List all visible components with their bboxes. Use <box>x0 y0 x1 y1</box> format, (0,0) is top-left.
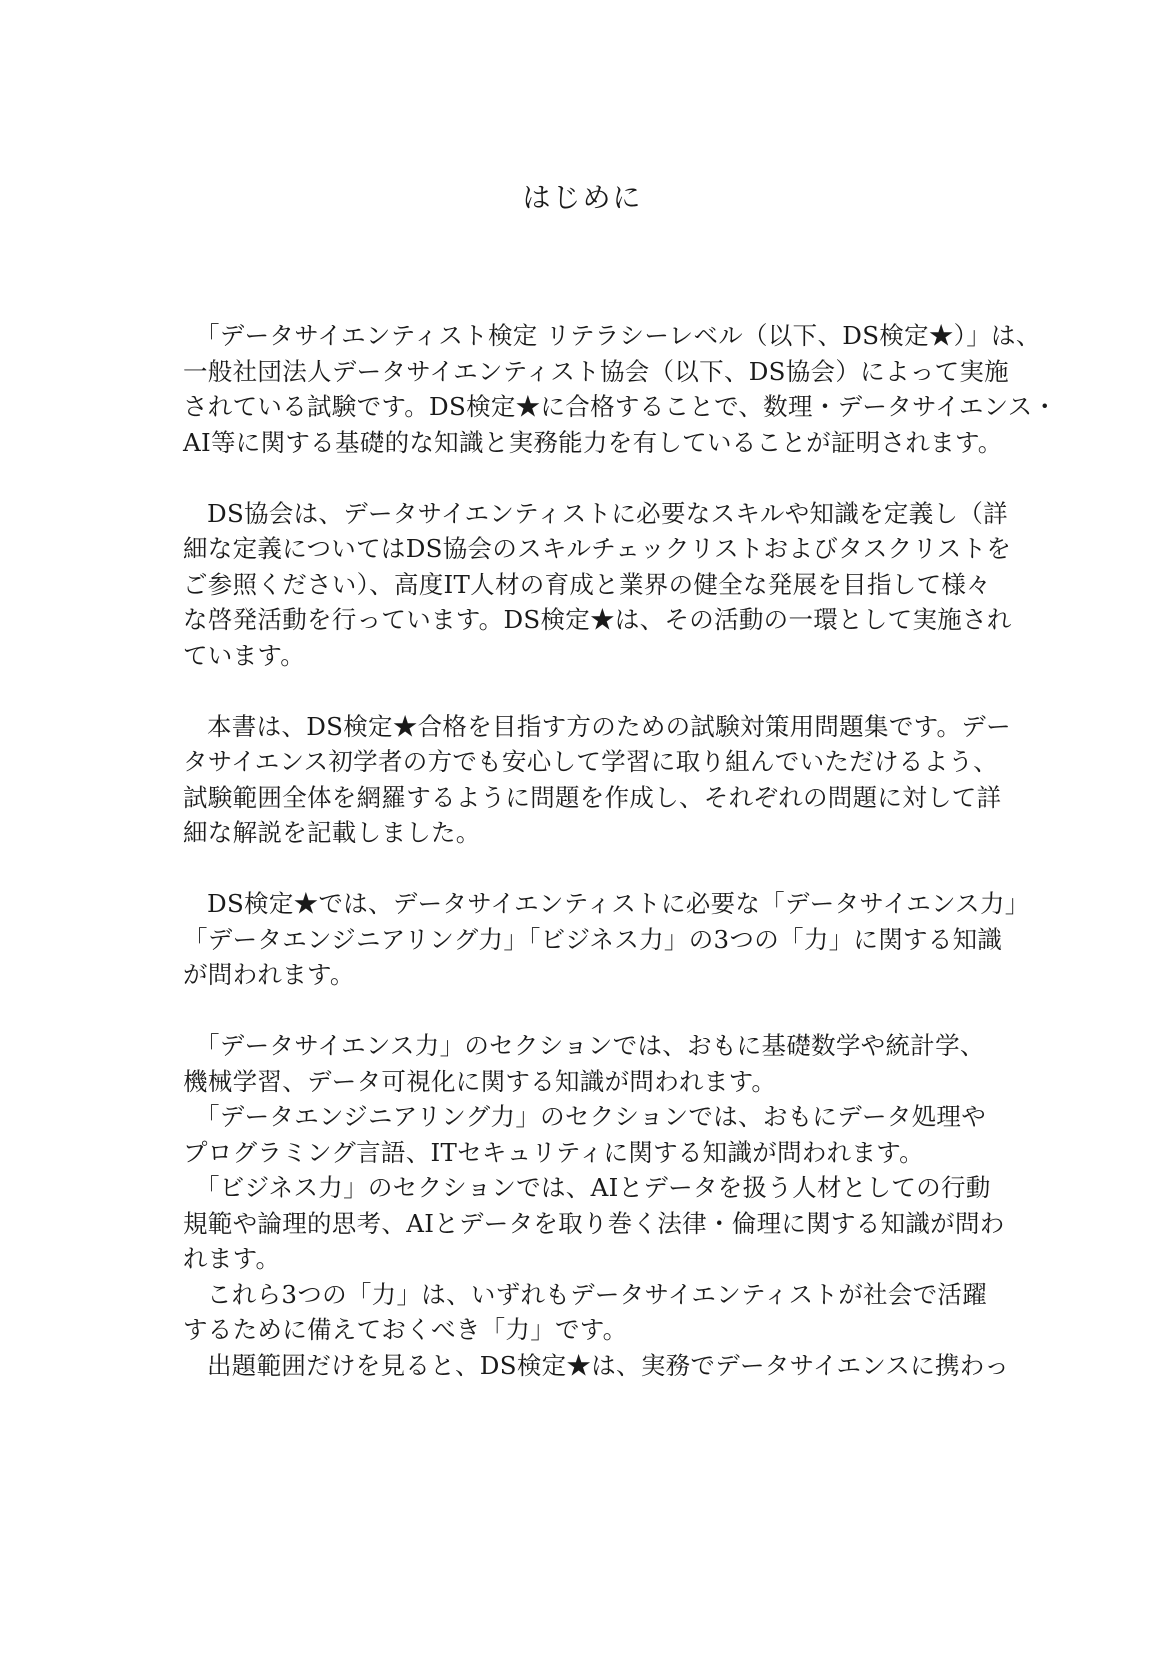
text-line: ご参照ください）、高度IT人材の育成と業界の健全な発展を目指して様々 <box>183 569 991 599</box>
paragraph-gap <box>183 851 983 887</box>
paragraph-gap <box>183 993 983 1029</box>
text-line: DS検定★では、データサイエンティストに必要な「データサイエンス力」 <box>207 889 1030 918</box>
text-line: 「データエンジニアリング力」のセクションでは、おもにデータ処理や <box>195 1102 987 1131</box>
text-line: れます。 <box>183 1244 281 1273</box>
text-line: 細な解説を記載しました。 <box>183 818 481 847</box>
paragraph-gap <box>183 460 983 496</box>
text-line: AI等に関する基礎的な知識と実務能力を有していることが証明されます。 <box>183 427 1003 457</box>
body-text <box>183 318 1058 1383</box>
paragraph-gap <box>183 673 983 709</box>
text-line: タサイエンス初学者の方でも安心して学習に取り組んでいただけるよう、 <box>183 747 998 776</box>
text-line: 出題範囲だけを見ると、DS検定★は、実務でデータサイエンスに携わっ <box>207 1350 1010 1380</box>
text-line: 規範や論理的思考、AIとデータを取り巻く法律・倫理に関する知識が問わ <box>183 1208 1005 1238</box>
page-title: はじめに <box>522 181 643 214</box>
text-line: 「データサイエンス力」のセクションでは、おもに基礎数学や統計学、 <box>195 1031 985 1060</box>
text-line: 「ビジネス力」のセクションでは、AIとデータを扱う人材としての行動 <box>195 1173 991 1202</box>
text-line: な啓発活動を行っています。DS検定★は、その活動の一環として実施され <box>183 605 1012 634</box>
text-line: 「データサイエンティスト検定 リテラシーレベル（以下、DS検定★）」は、 <box>195 321 1041 350</box>
text-line: 一般社団法人データサイエンティスト協会（以下、DS協会）によって実施 <box>183 356 1009 386</box>
text-line: が問われます。 <box>183 960 355 989</box>
text-line: ています。 <box>183 640 306 670</box>
text-line: 「データエンジニアリング力」「ビジネス力」の3つの「力」に関する知識 <box>183 924 1003 954</box>
text-line: 試験範囲全体を網羅するように問題を作成し、それぞれの問題に対して詳 <box>183 782 1002 812</box>
text-line: されている試験です。DS検定★に合格することで、数理・データサイエンス・ <box>183 392 1058 421</box>
text-line: するために備えておくべき「力」です。 <box>183 1315 628 1344</box>
text-line: プログラミング言語、ITセキュリティに関する知識が問われます。 <box>183 1137 924 1167</box>
text-line: 本書は、DS検定★合格を目指す方のための試験対策用問題集です。デー <box>207 711 1011 741</box>
text-line: 機械学習、データ可視化に関する知識が問われます。 <box>183 1066 777 1096</box>
text-line: 細な定義についてはDS協会のスキルチェックリストおよびタスクリストを <box>183 534 1012 563</box>
text-line: これら3つの「力」は、いずれもデータサイエンティストが社会で活躍 <box>207 1279 988 1309</box>
text-line: DS協会は、データサイエンティストに必要なスキルや知識を定義し（詳 <box>207 498 1008 528</box>
